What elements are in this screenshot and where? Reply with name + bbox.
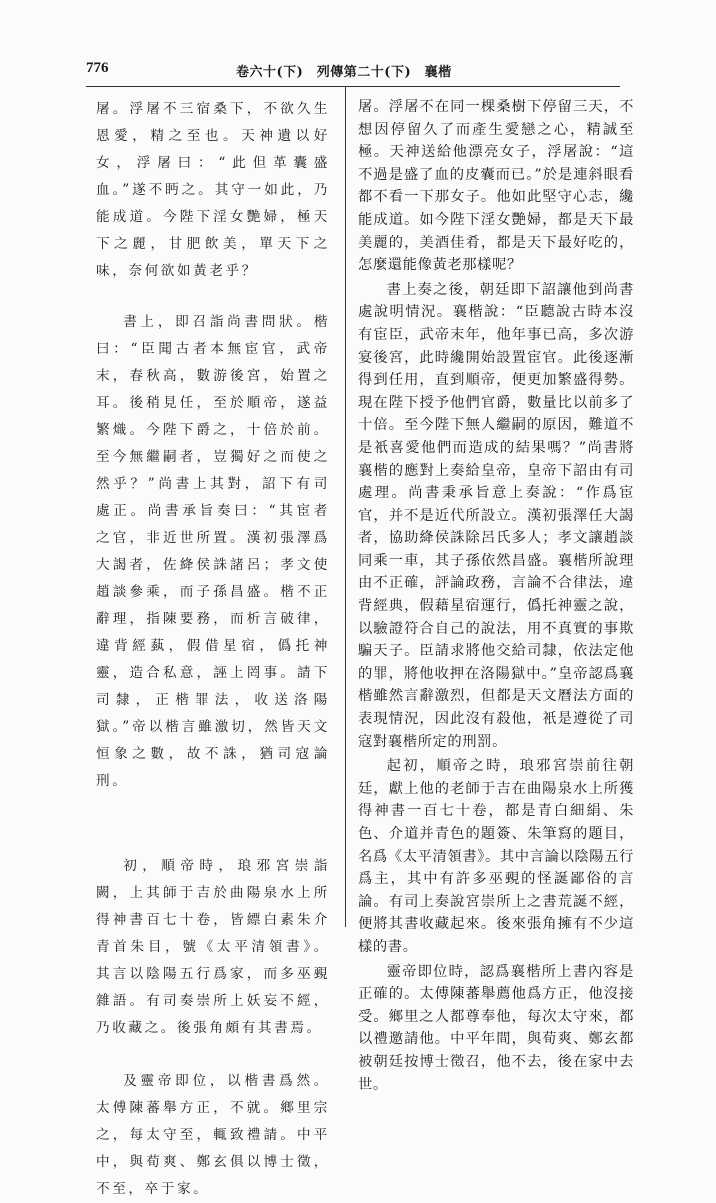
translation-text-column [358,96,634,1096]
classical-paragraph: 及靈帝即位，以楷書爲然。太傅陳蕃舉方正，不就。鄉里宗之，每太守至，輒致禮請。中平中，與荀爽、鄭玄俱以博士徵，不至，卒于家。 [96,1073,330,1197]
classical-paragraph: 書上，即召詣尚書問狀。楷曰：“臣聞古者本無宦官，武帝末，春秋高，數游後宮，始置之耳。後稍見任，至於順帝，遂益繁熾。今陛下爵之，十倍於前。至今無繼嗣者，豈獨好之而使之然乎？”尚書上其對，詔下有司處正。尚書承旨奏曰：“其宦者之官，非近世所置。漢初張澤爲大謁者，佐絳侯誅諸呂；孝文使趙談參乘，而子孫昌盛。楷不正辭理，指陳要務，而析言破律，違背經蓺，假借星宿，僞托神靈，造合私意，誣上罔事。請下司隸，正楷罪法，收送洛陽獄。”帝以楷言雖激切，然皆天文恒象之數，故不誅，猶司寇論刑。 [96,314,330,789]
classical-text-column [96,96,330,1203]
header-rule [86,86,620,87]
translation-paragraph: 書上奏之後，朝廷即下詔讓他到尚書處說明情況。襄楷說：“臣聽說古時本沒有宦臣，武帝末年，他年事已高，多次游宴後宮，此時纔開始設置宦官。此後逐漸得到任用，直到順帝，便更加繁盛得勢。現在陛下授予他們官爵，數量比以前多了十倍。至今陛下無人繼嗣的原因，難道不是衹喜愛他們而造成的結果嗎？”尚書將襄楷的應對上奏給皇帝，皇帝下詔由有司處理。尚書秉承旨意上奏說：“作爲宦官，并不是近代所設立。漢初張澤任大謁者，協助絳侯誅除呂氏多人；孝文讓趙談同乘一車，其子孫依然昌盛。襄楷所說理由不正確，評論政務，言論不合律法，違背經典，假藉星宿運行，僞托神靈之說，以驗證符合自己的說法，用不真實的事欺騙天子。臣請求將他交給司隸，依法定他的罪，將他收押在洛陽獄中。”皇帝認爲襄楷雖然言辭激烈，但都是天文曆法方面的表現情況，因此沒有殺他，衹是遵從了司寇對襄楷所定的刑罰。 [358,281,634,750]
page-number: 776 [86,60,109,76]
running-title: 卷六十(下) 列傳第二十(下) 襄楷 [236,65,452,80]
page-header [86,60,630,82]
translation-paragraph: 靈帝即位時，認爲襄楷所上書內容是正確的。太傅陳蕃舉薦他爲方正，他沒接受。鄉里之人都尊奉他，每次太守來，都以禮邀請他。中平年間，與荀爽、鄭玄都被朝廷按博士徵召，他不去，後在家中去世。 [358,963,634,1093]
column-divider [345,87,346,927]
classical-paragraph: 初，順帝時，琅邪宮崇詣闕，上其師于吉於曲陽泉水上所得神書百七十卷，皆縹白素朱介青首朱目，號《太平清領書》。其言以陰陽五行爲家，而多巫覡雜語。有司奏崇所上妖妄不經，乃收藏之。後張角頗有其書焉。 [96,858,330,1036]
translation-paragraph: 屠。浮屠不在同一棵桑樹下停留三天，不想因停留久了而產生愛戀之心，精誠至極。天神送給他漂亮女子，浮屠說：“這不過是盛了血的皮囊而已。”於是連斜眼看都不看一下那女子。他如此堅守心志，纔能成道。如今陛下淫女艷婦，都是天下最美麗的，美酒佳肴，都是天下最好吃的，怎麼還能像黃老那樣呢？ [358,99,634,274]
translation-paragraph: 起初，順帝之時，琅邪宮崇前往朝廷，獻上他的老師于吉在曲陽泉水上所獲得神書一百七十卷，都是青白細絹、朱色、介道并青色的題簽、朱筆寫的題目，名爲《太平清領書》。其中言論以陰陽五行爲主，其中有許多巫覡的怪誕鄙俗的言論。有司上奏說宮崇所上之書荒誕不經，便將其書收藏起來。後來張角擁有不少這樣的書。 [358,758,634,955]
classical-paragraph: 屠。浮屠不三宿桑下，不欲久生恩愛，精之至也。天神遺以好女，浮屠曰：“此但革囊盛血。”遂不眄之。其守一如此，乃能成道。今陛下淫女艷婦，極天下之麗，甘肥飲美，單天下之味，奈何欲如黃老乎？ [96,101,330,279]
